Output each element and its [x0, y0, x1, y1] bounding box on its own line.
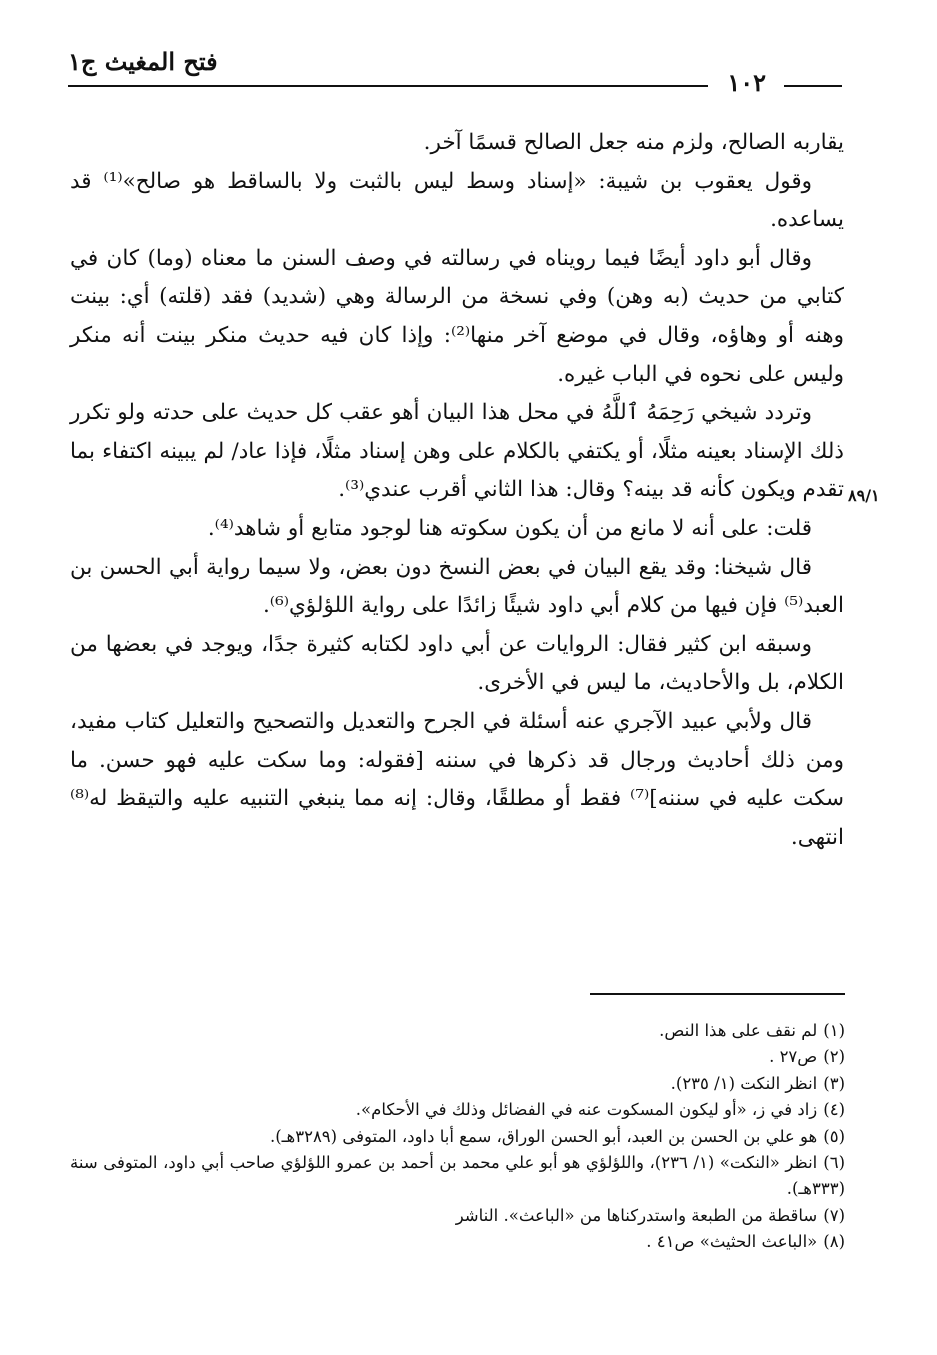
paragraph: قال شيخنا: وقد يقع البيان في بعض النسخ دون بعض، ولا سيما رواية أبي الحسن بن العبد⁽⁵⁾ فإن فيها من كلام أبي داود شيئًا زائدًا على رواية اللؤلؤي⁽⁶⁾.: [70, 554, 844, 619]
paragraph: وسبقه ابن كثير فقال: الروايات عن أبي داود لكتابه كثيرة جدًا، ويوجد في بعضها من الكلام، بل والأحاديث، ما ليس في الأخرى.: [70, 631, 844, 696]
footnote-number: (٨): [823, 1232, 845, 1252]
footnote-item: [70, 1071, 845, 1097]
header-rule: [68, 85, 708, 87]
footnote-number: (٧): [823, 1205, 845, 1225]
footnote-text: «الباعث الحثيث» ص٤١ .: [646, 1232, 818, 1252]
footnote-number: (١): [823, 1021, 845, 1040]
footnote-text: لم نقف على هذا النص.: [659, 1021, 818, 1040]
footnote-number: (٦): [823, 1153, 846, 1173]
footnote-number: (٤): [823, 1100, 845, 1120]
footnote-text: انظر «النكت» (١/ ٢٣٦)، واللؤلؤي هو أبو علي محمد بن أحمد بن عمرو اللؤلؤي صاحب أبي داود، المتوفى سنة (٣٣٣هـ).: [70, 1153, 845, 1199]
footnote-item: [70, 1203, 845, 1229]
header-rule: [784, 85, 842, 87]
paragraph: وتردد شيخي رَحِمَهُ ٱللَّهُ في محل هذا البيان أهو عقب كل حديث على حدته ولو تكرر ذلك الإسناد بعينه مثلًا، أو يكتفي بالكلام على وهن إسناد مثلًا، فإذا عاد/ لم يبينه اكتفاء بما تقدم ويكون كأنه قد بينه؟ وقال: هذا الثاني أقرب عندي⁽³⁾.: [70, 400, 844, 503]
footnote-item: [70, 1044, 845, 1070]
page-number: ١٠٢: [713, 68, 780, 98]
footnote-number: (٣): [823, 1073, 845, 1093]
manuscript-folio-marker: ٨٩/١: [848, 486, 880, 505]
running-header: [68, 44, 842, 96]
footnote-text: ص٢٧ .: [769, 1047, 818, 1067]
main-text: [70, 124, 844, 857]
paragraph: قال ولأبي عبيد الآجري عنه أسئلة في الجرح والتعديل والتصحيح والتعليل كتاب مفيد، ومن ذلك أحاديث ورجال قد ذكرها في سننه [فقوله: وما سكت عليه فهو حسن. ما سكت عليه في سننه]⁽⁷⁾ فقط أو مطلقًا، وقال: إنه مما ينبغي التنبيه عليه والتيقظ له⁽⁸⁾ انتهى.: [70, 708, 844, 850]
footnote-item: [70, 1229, 845, 1255]
footnote-number: (٢): [823, 1047, 845, 1067]
footnote-text: انظر النكت (١/ ٢٣٥).: [670, 1073, 818, 1093]
footnote-separator: [590, 993, 845, 995]
paragraph: وقول يعقوب بن شيبة: «إسناد وسط ليس بالثبت ولا بالساقط هو صالح»⁽¹⁾ قد يساعده.: [70, 168, 844, 233]
footnote-item: [70, 1150, 845, 1203]
footnote-text: ساقطة من الطبعة واستدركناها من «الباعث». الناشر: [455, 1205, 818, 1225]
footnote-text: هو علي بن الحسن بن العبد، أبو الحسن الوراق، سمع أبا داود، المتوفى (٣٢٨٩هـ).: [270, 1126, 818, 1146]
footnote-item: [70, 1124, 845, 1150]
running-title: فتح المغيث ج١: [68, 47, 218, 76]
footnotes: [70, 1018, 845, 1256]
paragraph: يقاربه الصالح، ولزم منه جعل الصالح قسمًا آخر.: [423, 130, 844, 155]
footnote-text: زاد في ز، «أو ليكون المسكوت عنه في الفضائل وذلك في الأحكام».: [355, 1100, 818, 1120]
paragraph: وقال أبو داود أيضًا فيما رويناه في رسالته في وصف السنن ما معناه (وما) كان في كتابي من حديث (به وهن) وفي نسخة من الرسالة وهي (شديد) فقد (قلته) أي: بينت وهنه أو وهاؤه، وقال في موضع آخر منها⁽²⁾: وإذا كان فيه حديث منكر بينت أنه منكر وليس على نحوه في الباب غيره.: [70, 245, 845, 387]
footnote-item: [70, 1097, 845, 1123]
footnote-number: (٥): [823, 1126, 845, 1146]
footnote-item: [70, 1018, 845, 1044]
paragraph: قلت: على أنه لا مانع من أن يكون سكوته هنا لوجود متابع أو شاهد⁽⁴⁾.: [207, 515, 812, 541]
